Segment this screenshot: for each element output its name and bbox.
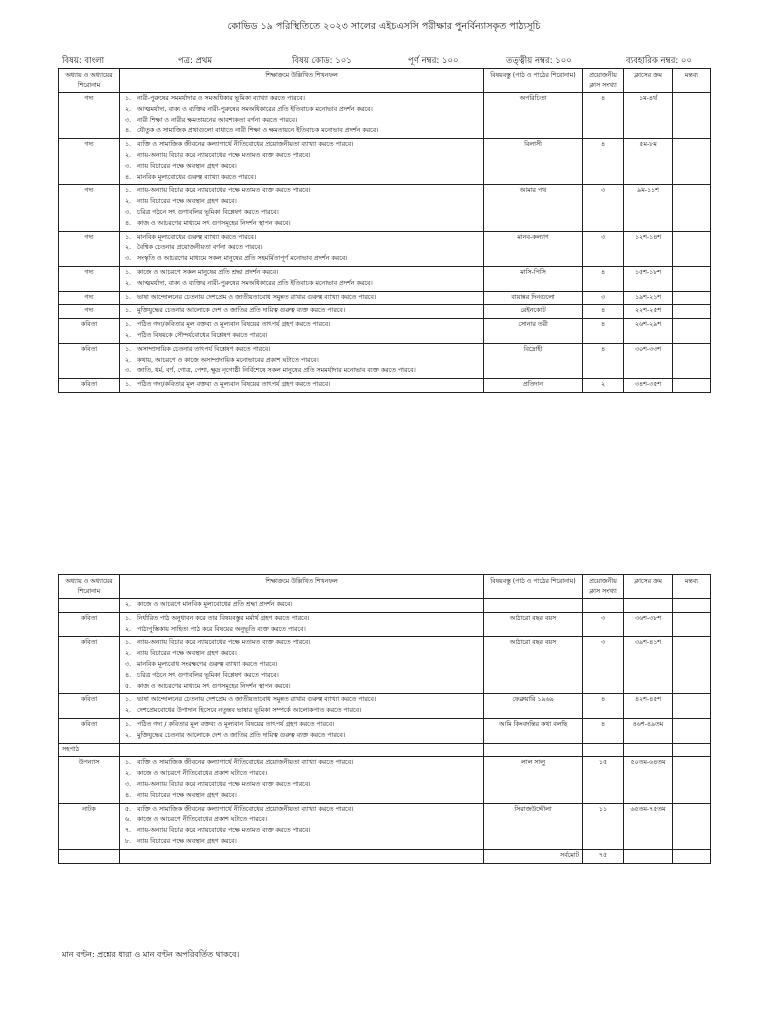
row-section: গদ্য: [59, 231, 120, 266]
objective-item: [123, 720, 480, 731]
row-class-order: ২২শ-২৫শ: [624, 305, 673, 319]
row-class-order: ৩৬শ-৩৮শ: [624, 612, 673, 637]
row-objectives: [120, 612, 484, 637]
objective-item: [123, 320, 480, 331]
objective-item: [123, 380, 480, 391]
row-objectives: [120, 231, 484, 266]
objective-text: যৌতুক ও সামাজিক প্রথাগুলো বাধাতে নারী শিক্ষা ও ক্ষমতায়নে ইতিবাচক মনোভাব প্রদর্শন করবে।: [137, 127, 379, 135]
subject-info-row: [0, 54, 768, 68]
table-row: [59, 305, 711, 319]
row-objectives: [120, 757, 484, 803]
objective-text: ব্যক্তি ও সামাজিক জীবনের কল্যাণার্থে নীতিবোধের প্রয়োজনীয়তা ব্যাখ্যা করতে পারবে।: [137, 759, 354, 767]
objective-number: ৪.: [125, 219, 132, 227]
objective-item: [123, 638, 480, 649]
row-remarks: [673, 803, 711, 849]
objective-number: ৩.: [125, 367, 132, 375]
total-row: [59, 849, 711, 863]
objective-number: ২.: [125, 198, 132, 206]
row-lesson: বায়ান্নর দিনগুলো: [484, 291, 583, 305]
header-remarks: মন্তব্য: [673, 69, 711, 93]
header-objectives: শিক্ষাক্রমে উল্লিখিত শিখনফল: [120, 575, 484, 599]
row-section: উপন্যাস: [59, 757, 120, 803]
objective-item: [123, 600, 480, 611]
row-section: গদ্য: [59, 139, 120, 185]
objective-number: ১.: [125, 345, 132, 353]
objective-item: [123, 695, 480, 706]
row-class-count: ৪: [583, 718, 624, 743]
objective-item: [123, 758, 480, 769]
row-objectives: [120, 343, 484, 378]
mark-distribution-note: মান বণ্টন: প্রশ্নের ধারা ও মান বণ্টন অপরিবর্তিত থাকবে।: [62, 950, 240, 959]
objective-item: [123, 345, 480, 356]
practical-marks: ব্যবহারিক নম্বর: ০০: [626, 56, 692, 66]
row-class-count: [583, 599, 624, 613]
objective-item: [123, 268, 480, 279]
row-class-order: ১২শ-১৪শ: [624, 231, 673, 266]
table-header-row: [59, 575, 711, 599]
row-remarks: [673, 612, 711, 637]
objective-item: [123, 731, 480, 742]
objective-item: [123, 243, 480, 254]
objective-number: ৮.: [125, 837, 132, 845]
row-lesson: আঠারো বছর বয়স: [484, 612, 583, 637]
objective-item: [123, 173, 480, 184]
row-class-count: ১১: [583, 803, 624, 849]
table-row: [59, 379, 711, 393]
row-remarks: [673, 319, 711, 344]
row-section: কবিতা: [59, 718, 120, 743]
objective-item: [123, 837, 480, 848]
objective-item: [123, 254, 480, 265]
objective-text: অসাম্প্রদায়িক চেতনার তাৎপর্য বিশ্লেষণ করতে পারবে।: [137, 345, 271, 353]
row-section: কবিতা: [59, 637, 120, 694]
row-class-count: ৪: [583, 319, 624, 344]
objective-text: জাতি, ধর্ম, বর্ণ, গোত্র, পেশা, ক্ষুদ্র নৃগোষ্ঠী নির্বিশেষে সকল মানুষের প্রতি সমমর্যাদার মনোভাব ব্যক্ত করতে পারবে।: [137, 367, 416, 375]
row-lesson: রেইনকোট: [484, 305, 583, 319]
row-objectives: [120, 803, 484, 849]
objective-text: ন্যায় বিচারের পক্ষে অবস্থান গ্রহণ করবে।: [137, 162, 237, 170]
objective-text: ন্যায়-অন্যায় বিচার করে ন্যায়বোধের পক্ষে মতামত ব্যক্ত করতে পারবে।: [137, 780, 311, 788]
section-header-row: [59, 743, 711, 757]
table-row: [59, 599, 711, 613]
row-class-order: ৯ম-১১শ: [624, 185, 673, 231]
objective-text: ন্যায়-অন্যায় বিচার করে ন্যায়বোধের পক্ষে মতামত ব্যক্ত করতে পারবে।: [137, 151, 311, 159]
subject-code: বিষয় কোড: ১০১: [292, 56, 352, 66]
row-class-count: ৩: [583, 231, 624, 266]
objective-text: মানবিক মূল্যবোধের গুরুত্ব ব্যাখ্যা করতে পারবে।: [137, 173, 257, 181]
header-section: অধ্যায় ও অধ্যায়ের শিরোনাম: [59, 575, 120, 599]
header-remarks: মন্তব্য: [673, 575, 711, 599]
row-class-order: ৪২শ-৪৫শ: [624, 694, 673, 719]
total-classes: ৭৫: [583, 849, 624, 863]
row-lesson: বিদ্রোহী: [484, 343, 583, 378]
row-section: [59, 599, 120, 613]
row-remarks: [673, 266, 711, 291]
objective-text: দেশপ্রেমবোধের উপাদান হিসেবে নতুন্তব ভাষার ভূমিকা সম্পর্কে আলোকপাত করতে পারবে।: [137, 707, 362, 715]
objective-text: পাঠ্যপুস্তিকায় সাহিত্য পাঠ করে বিষয়ের অনুভূতি ব্যক্ত করতে পারবে।: [137, 625, 306, 633]
objective-item: [123, 366, 480, 377]
row-remarks: [673, 139, 711, 185]
row-class-order: [624, 599, 673, 613]
row-objectives: [120, 305, 484, 319]
objective-number: ৫.: [125, 805, 132, 813]
row-lesson: বিলাসী: [484, 139, 583, 185]
objective-number: ২.: [125, 105, 132, 113]
row-objectives: [120, 266, 484, 291]
row-class-order: ১৯শ-২১শ: [624, 291, 673, 305]
objective-item: [123, 162, 480, 173]
table-row: [59, 139, 711, 185]
row-section: গদ্য: [59, 266, 120, 291]
row-section: গদ্য: [59, 93, 120, 139]
row-class-order: ২৬শ-২৯শ: [624, 319, 673, 344]
objective-item: [123, 625, 480, 636]
objective-item: [123, 186, 480, 197]
objective-text: কাজে ও আচরণে নীতিবোধের প্রকাশ ঘটাতে পারবে।: [137, 770, 267, 778]
objective-text: নারী শিক্ষা ও নারীর ক্ষমতায়নের আবশ্যকতা বর্ণনা করতে পারবে।: [137, 116, 298, 124]
objective-text: কাজে ও আচরণে মানবিক মূল্যবোধের প্রতি শ্রদ্ধা প্রদর্শন করবে।: [137, 601, 293, 608]
row-objectives: [120, 291, 484, 305]
objective-item: [123, 805, 480, 816]
objective-number: ৪.: [125, 791, 132, 799]
objective-number: ১.: [125, 141, 132, 149]
objective-text: ন্যায় বিচারের পক্ষে অবস্থান গ্রহণ করবে।: [137, 837, 237, 845]
row-lesson: মাসি-পিসি: [484, 266, 583, 291]
row-remarks: [673, 637, 711, 694]
row-remarks: [673, 291, 711, 305]
row-lesson: সিরাজউদ্দৌলা: [484, 803, 583, 849]
row-class-count: ৪: [583, 305, 624, 319]
objective-number: ২.: [125, 244, 132, 252]
row-class-order: ৩৪শ-৩৫শ: [624, 379, 673, 393]
row-lesson: অপরিচিতা: [484, 93, 583, 139]
objective-item: [123, 105, 480, 116]
row-section: কবিতা: [59, 343, 120, 378]
table-row: [59, 612, 711, 637]
objective-number: ৩.: [125, 162, 132, 170]
objective-number: ২.: [125, 770, 132, 778]
objective-number: ১.: [125, 233, 132, 241]
objective-number: ৩.: [125, 780, 132, 788]
row-remarks: [673, 93, 711, 139]
objective-number: ৪.: [125, 127, 132, 135]
row-lesson: লাল সালু: [484, 757, 583, 803]
objective-number: ১.: [125, 720, 132, 728]
objective-text: মানবিক মূল্যবোধের গুরুত্ব ব্যাখ্যা করতে পারবে।: [137, 233, 257, 241]
row-section: নাটক: [59, 803, 120, 849]
objective-number: ২.: [125, 731, 132, 739]
objective-number: ১.: [125, 95, 132, 102]
objective-number: ৪.: [125, 173, 132, 181]
row-class-order: ৩৯শ-৪১শ: [624, 637, 673, 694]
objective-item: [123, 233, 480, 244]
row-section: কবিতা: [59, 319, 120, 344]
objective-text: নির্ধারিত পাঠ অনুধাবন করে তার বিষয়বস্তুর মর্মার্থ গ্রহণ করতে পারবে।: [137, 614, 310, 622]
objective-number: ৭.: [125, 827, 132, 835]
row-remarks: [673, 305, 711, 319]
row-class-count: ৪: [583, 93, 624, 139]
objective-text: পঠিত গদ্য/কবিতার মূল বক্তব্য ও মূল্যবান বিষয়ের তাৎপর্য গ্রহণ করতে পারবে।: [137, 381, 331, 389]
objective-number: ৩.: [125, 255, 132, 263]
objective-number: ১.: [125, 268, 132, 276]
header-objectives: শিক্ষাক্রমে উল্লিখিত শিখনফল: [120, 69, 484, 93]
objective-item: [123, 293, 480, 304]
row-objectives: [120, 718, 484, 743]
objective-text: ন্যায় বিচারের পক্ষে অবস্থান গ্রহণ করবে।: [137, 650, 237, 658]
row-class-order: ১৫শ-১৮শ: [624, 266, 673, 291]
objective-text: ন্যায়-অন্যায় বিচার করে ন্যায়বোধের পক্ষে মতামত ব্যক্ত করতে পারবে।: [137, 639, 311, 647]
row-class-count: ৪: [583, 694, 624, 719]
row-lesson: প্রতিদান: [484, 379, 583, 393]
objective-number: ১.: [125, 696, 132, 704]
row-class-count: ৪: [583, 343, 624, 378]
objective-text: নারী-পুরুষের সমমর্যাদার ও সমঅধিকার ভূমিকা ব্যাখ্যা করতে পারবে।: [137, 95, 305, 102]
row-objectives: [120, 93, 484, 139]
objective-text: চরিত্র গঠনে সৎ গুণাবলির ভূমিকা বিশ্লেষণ করতে পারবে।: [137, 208, 279, 216]
row-class-count: ৪: [583, 139, 624, 185]
objective-item: [123, 219, 480, 230]
table-row: [59, 343, 711, 378]
header-lesson: বিষয়বস্তু (পাঠ ও পাঠের শিরোনাম): [484, 575, 583, 599]
objective-text: কাজ ও আচরণের মাধ্যমে সৎ গুণসমূহের নিদর্শন স্থাপন করবে।: [137, 219, 291, 227]
row-class-count: ৩: [583, 637, 624, 694]
objective-item: [123, 706, 480, 717]
row-objectives: [120, 319, 484, 344]
table-header-row: [59, 69, 711, 93]
objective-item: [123, 126, 480, 137]
objective-item: [123, 116, 480, 127]
section-header-label: সহপাঠ: [59, 743, 120, 757]
row-class-count: ৩: [583, 612, 624, 637]
objective-text: ন্যায় বিচারের পক্ষে অবস্থান গ্রহণ করবে।: [137, 791, 237, 799]
objective-text: পঠিত গদ্য/কবিতার মূল বক্তব্য ও মূল্যবান বিষয়ের তাৎপর্য গ্রহণ করতে পারবে।: [137, 321, 331, 329]
header-class-order: ক্লাসের ক্রম: [624, 69, 673, 93]
subject-name: বিষয়: বাংলা: [62, 56, 105, 66]
row-remarks: [673, 599, 711, 613]
syllabus-table-2: [58, 574, 711, 864]
objective-item: [123, 826, 480, 837]
row-remarks: [673, 694, 711, 719]
paper-name: পত্র: প্রথম: [178, 56, 213, 66]
objective-text: ব্যক্তি ও সামাজিক জীবনের কল্যাণার্থে নীতিবোধের প্রয়োজনীয়তা ব্যাখ্যা করতে পারবে।: [137, 805, 354, 813]
table-row: [59, 694, 711, 719]
objective-text: কাজে ও আচরণে নীতিবোধের প্রকাশ ঘটাতে পারবে।: [137, 816, 267, 824]
row-section: গদ্য: [59, 305, 120, 319]
objective-text: কথায়, আচরণে ও কাজে অসাম্প্রদায়িক মনোভাবের প্রকাশ ঘটাতে পারবে।: [137, 356, 319, 364]
row-class-order: ১ম-৪র্থ: [624, 93, 673, 139]
header-classes: প্রয়োজনীয় ক্লাস সংখ্যা: [583, 575, 624, 599]
row-class-order: ৪৬শ-৪৯তম: [624, 718, 673, 743]
objective-item: [123, 780, 480, 791]
objective-item: [123, 815, 480, 826]
objective-text: পঠিত গদ্য / কবিতার মূল বক্তব্য ও মূল্যবান বিষয়ের তাৎপর্য গ্রহণ করতে পারবে।: [137, 720, 335, 728]
objective-item: [123, 769, 480, 780]
objective-text: মানবিক মূল্যবোধ সংরক্ষণের গুরুত্ব ব্যাখ্যা করতে পারবে।: [137, 660, 278, 668]
objective-item: [123, 208, 480, 219]
row-remarks: [673, 231, 711, 266]
row-objectives: [120, 139, 484, 185]
row-section: গদ্য: [59, 291, 120, 305]
row-class-count: ১৫: [583, 757, 624, 803]
row-remarks: [673, 379, 711, 393]
row-section: কবিতা: [59, 379, 120, 393]
objective-text: পঠিত বিষয়কে সৌন্দর্যবোধের বিশ্লেষণ করতে পারবে।: [137, 331, 268, 339]
objective-text: ভাষা আন্দোলনের চেতনায় দেশপ্রেম ও জাতীয়তাবোধ সমুন্নত রাখার গুরুত্ব ব্যাখ্যা করতে পারবে।: [137, 293, 377, 301]
objective-number: ১.: [125, 759, 132, 767]
objective-item: [123, 306, 480, 317]
objective-item: [123, 791, 480, 802]
objective-text: বৈশ্বিক চেতনার প্রয়োজনীয়তা বর্ণনা করতে পারবে।: [137, 244, 263, 252]
row-remarks: [673, 343, 711, 378]
table-row: [59, 231, 711, 266]
objective-item: [123, 197, 480, 208]
row-class-order: ৩০শ-৩৩শ: [624, 343, 673, 378]
objective-number: ২.: [125, 625, 132, 633]
objective-item: [123, 671, 480, 682]
objective-number: ১.: [125, 381, 132, 389]
row-remarks: [673, 757, 711, 803]
row-class-order: ৫ম-৮ম: [624, 139, 673, 185]
table-row: [59, 319, 711, 344]
objective-number: ২.: [125, 279, 132, 287]
objective-number: ৩.: [125, 116, 132, 124]
row-lesson: ফেব্রুয়ারি ১৯৬৯: [484, 694, 583, 719]
row-lesson: [484, 599, 583, 613]
table-row: [59, 757, 711, 803]
row-class-order: ৫০তম-৬৪তম: [624, 757, 673, 803]
objective-text: আত্মমর্যাদা, বাক্য ও ব্যক্তির নারী-পুরুষের সমঅধিকারের প্রতি ইতিবাচক মনোভাব প্রদর্শন করবে।: [137, 105, 373, 113]
row-class-count: ২: [583, 379, 624, 393]
objective-text: চরিত্র গঠনে সৎ গুণাবলির ভূমিকা বিশ্লেষণ করতে পারবে।: [137, 671, 279, 679]
row-class-count: ৩: [583, 185, 624, 231]
table-row: [59, 291, 711, 305]
total-label: সর্বমোট: [484, 849, 583, 863]
objective-number: ১.: [125, 321, 132, 329]
row-objectives: [120, 599, 484, 613]
objective-number: ২.: [125, 650, 132, 658]
objective-number: ২.: [125, 356, 132, 364]
header-class-order: ক্লাসের ক্রম: [624, 575, 673, 599]
row-class-count: ৩: [583, 291, 624, 305]
table-row: [59, 718, 711, 743]
header-lesson: বিষয়বস্তু (পাঠ ও পাঠের শিরোনাম): [484, 69, 583, 93]
syllabus-table-1: [58, 68, 711, 393]
objective-number: ২.: [125, 151, 132, 159]
objective-number: ৩.: [125, 208, 132, 216]
objective-number: ৩.: [125, 660, 132, 668]
objective-number: ৪.: [125, 671, 132, 679]
objective-item: [123, 279, 480, 290]
row-class-count: ৪: [583, 266, 624, 291]
objective-text: ন্যায়-অন্যায় বিচার করে ন্যায়বোধের পক্ষে মতামত ব্যক্ত করতে পারবে।: [137, 187, 311, 195]
table-row: [59, 803, 711, 849]
row-section: কবিতা: [59, 694, 120, 719]
objective-text: মুক্তিযুদ্ধের চেতনার আলোকে দেশ ও জাতির প্রতি দায়িত্ব গুরুত্ব ব্যক্ত করতে পারবে।: [137, 307, 346, 315]
objective-number: ১.: [125, 639, 132, 647]
header-classes: প্রয়োজনীয় ক্লাস সংখ্যা: [583, 69, 624, 93]
objective-item: [123, 649, 480, 660]
objective-item: [123, 660, 480, 671]
row-class-order: ৬৫তম-৭৫তম: [624, 803, 673, 849]
row-remarks: [673, 718, 711, 743]
row-objectives: [120, 185, 484, 231]
document-title: কোভিড ১৯ পরিস্থিতিতে ২০২৩ সালের এইচএসসি পরীক্ষার পুনর্বিন্যাসকৃত পাঠ্যসূচি: [227, 21, 541, 32]
objective-number: ১.: [125, 293, 132, 301]
row-lesson: মানব-কল্যাণ: [484, 231, 583, 266]
objective-item: [123, 140, 480, 151]
objective-number: ২.: [125, 331, 132, 339]
objective-number: ১.: [125, 614, 132, 622]
table-row: [59, 93, 711, 139]
objective-text: মুক্তিযুদ্ধের চেতনার আলোকে দেশ ও জাতির প্রতি দায়িত্ব গুরুত্ব ব্যক্ত করতে পারবে।: [137, 731, 346, 739]
objective-number: ৫.: [125, 682, 132, 690]
objective-text: কাজ ও আচরণের মাধ্যমে সৎ গুণসমূহের নিদর্শন স্থাপন করবে।: [137, 682, 291, 690]
row-objectives: [120, 379, 484, 393]
objective-text: আত্মমর্যাদা, বাক্য ও ব্যক্তির নারী-পুরুষের সমঅধিকারের প্রতি ইতিবাচক মনোভাব প্রদর্শন করবে।: [137, 279, 373, 287]
row-section: গদ্য: [59, 185, 120, 231]
row-lesson: আমার পথ: [484, 185, 583, 231]
table-row: [59, 637, 711, 694]
full-marks: পূর্ণ নম্বর: ১০০: [408, 56, 459, 66]
objective-text: ন্যায়-অন্যায় বিচার করে ন্যায়বোধের পক্ষে মতামত ব্যক্ত করতে পারবে।: [137, 827, 311, 835]
objective-item: [123, 331, 480, 342]
objective-text: সংস্কৃতি ও আচরণের মাধ্যমে সকল মানুষের প্রতি সহমর্মিতাপূর্ণ মনোভাব প্রদর্শন করবে।: [137, 255, 348, 263]
objective-item: [123, 356, 480, 367]
objective-text: ভাষা আন্দোলনের চেতনায় দেশপ্রেম ও জাতীয়তাবোধ সমুন্নত রাখার গুরুত্ব ব্যাখ্যা করতে পারবে।: [137, 696, 377, 704]
table-row: [59, 266, 711, 291]
objective-item: [123, 614, 480, 625]
objective-item: [123, 151, 480, 162]
row-objectives: [120, 694, 484, 719]
objective-number: ৬.: [125, 816, 132, 824]
row-remarks: [673, 185, 711, 231]
objective-text: ন্যায় বিচারের পক্ষে অবস্থান গ্রহণ করবে।: [137, 198, 237, 206]
row-lesson: আঠারো বছর বয়স: [484, 637, 583, 694]
row-lesson: সোনার তরী: [484, 319, 583, 344]
row-lesson: আমি কিংবদন্তির কথা বলছি: [484, 718, 583, 743]
theory-marks: তত্ত্বীয় নম্বর: ১০০: [506, 56, 572, 66]
table-row: [59, 185, 711, 231]
objective-number: ১.: [125, 307, 132, 315]
header-section: অধ্যায় ও অধ্যায়ের শিরোনাম: [59, 69, 120, 93]
objective-text: কাজে ও আচরণে সকল মানুষের প্রতি শ্রদ্ধা প্রদর্শন করবে।: [137, 268, 279, 276]
objective-number: ২.: [125, 601, 132, 608]
objective-item: [123, 682, 480, 693]
objective-text: ব্যক্তি ও সামাজিক জীবনের কল্যাণার্থে নীতিবোধের প্রয়োজনীয়তা ব্যাখ্যা করতে পারবে।: [137, 141, 354, 149]
objective-number: ১.: [125, 187, 132, 195]
row-objectives: [120, 637, 484, 694]
objective-item: [123, 94, 480, 105]
row-section: কবিতা: [59, 612, 120, 637]
objective-number: ২.: [125, 707, 132, 715]
